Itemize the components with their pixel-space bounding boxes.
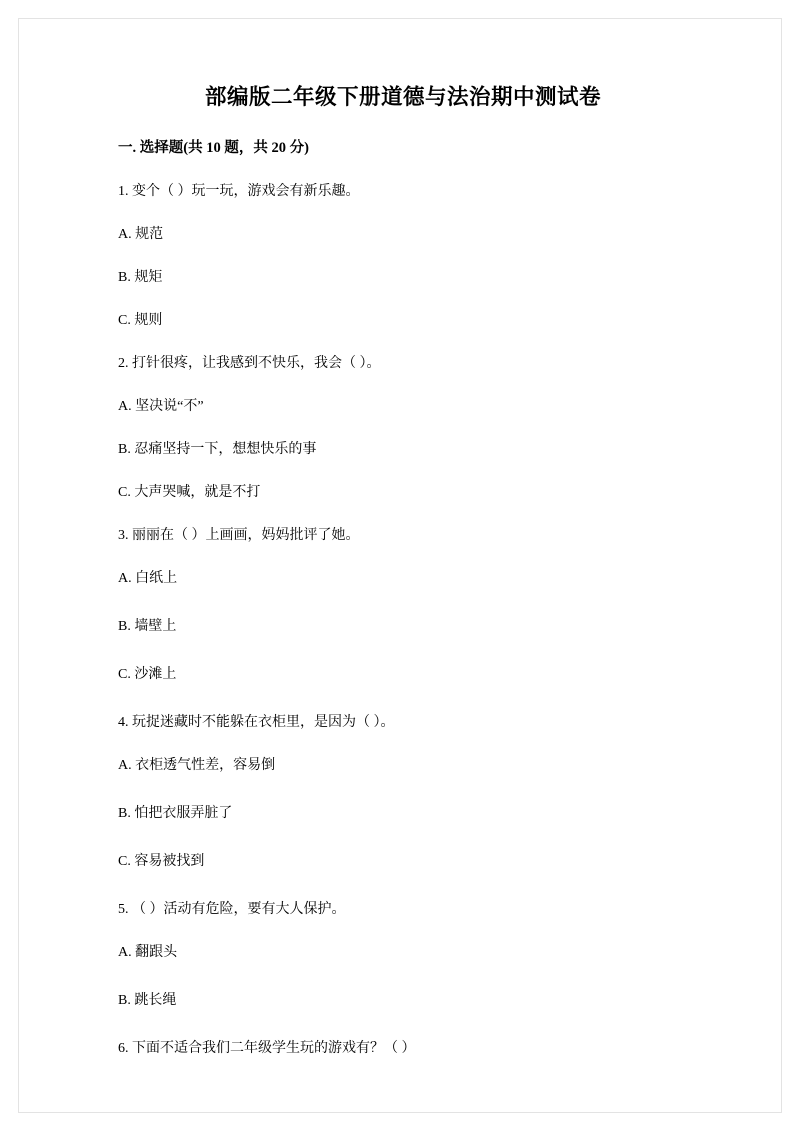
question-text: 1. 变个（ ）玩一玩，游戏会有新乐趣。 [118, 184, 360, 200]
option-text: A. 白纸上 [118, 571, 178, 587]
question-text: 5. （ ）活动有危险，要有大人保护。 [118, 902, 346, 918]
question-list [118, 181, 688, 1059]
option-text: A. 翻跟头 [118, 945, 178, 961]
option-text: C. 沙滩上 [118, 667, 177, 683]
option-text: C. 规则 [118, 313, 163, 329]
option-text: A. 衣柜透气性差，容易倒 [118, 758, 276, 774]
option-text: B. 忍痛坚持一下，想想快乐的事 [118, 442, 317, 458]
option-text: A. 规范 [118, 227, 164, 243]
question-text: 2. 打针很疼，让我感到不快乐，我会（ ）。 [118, 356, 381, 372]
option-text: B. 跳长绳 [118, 993, 177, 1009]
option-text: B. 规矩 [118, 270, 163, 286]
question-text: 6. 下面不适合我们二年级学生玩的游戏有？（ ） [118, 1041, 416, 1057]
option-text: A. 坚决说“不” [118, 399, 204, 415]
document-content [118, 84, 688, 1081]
option-text: B. 怕把衣服弄脏了 [118, 806, 233, 822]
option-text: C. 大声哭喊，就是不打 [118, 485, 261, 501]
page-title: 部编版二年级下册道德与法治期中测试卷 [204, 85, 601, 109]
option-text: C. 容易被找到 [118, 854, 205, 870]
option-text: B. 墙壁上 [118, 619, 177, 635]
question-text: 4. 玩捉迷藏时不能躲在衣柜里，是因为（ ）。 [118, 715, 395, 731]
question-text: 3. 丽丽在（ ）上画画，妈妈批评了她。 [118, 528, 360, 544]
section-heading: 一. 选择题(共 10 题，共 20 分) [118, 139, 309, 156]
